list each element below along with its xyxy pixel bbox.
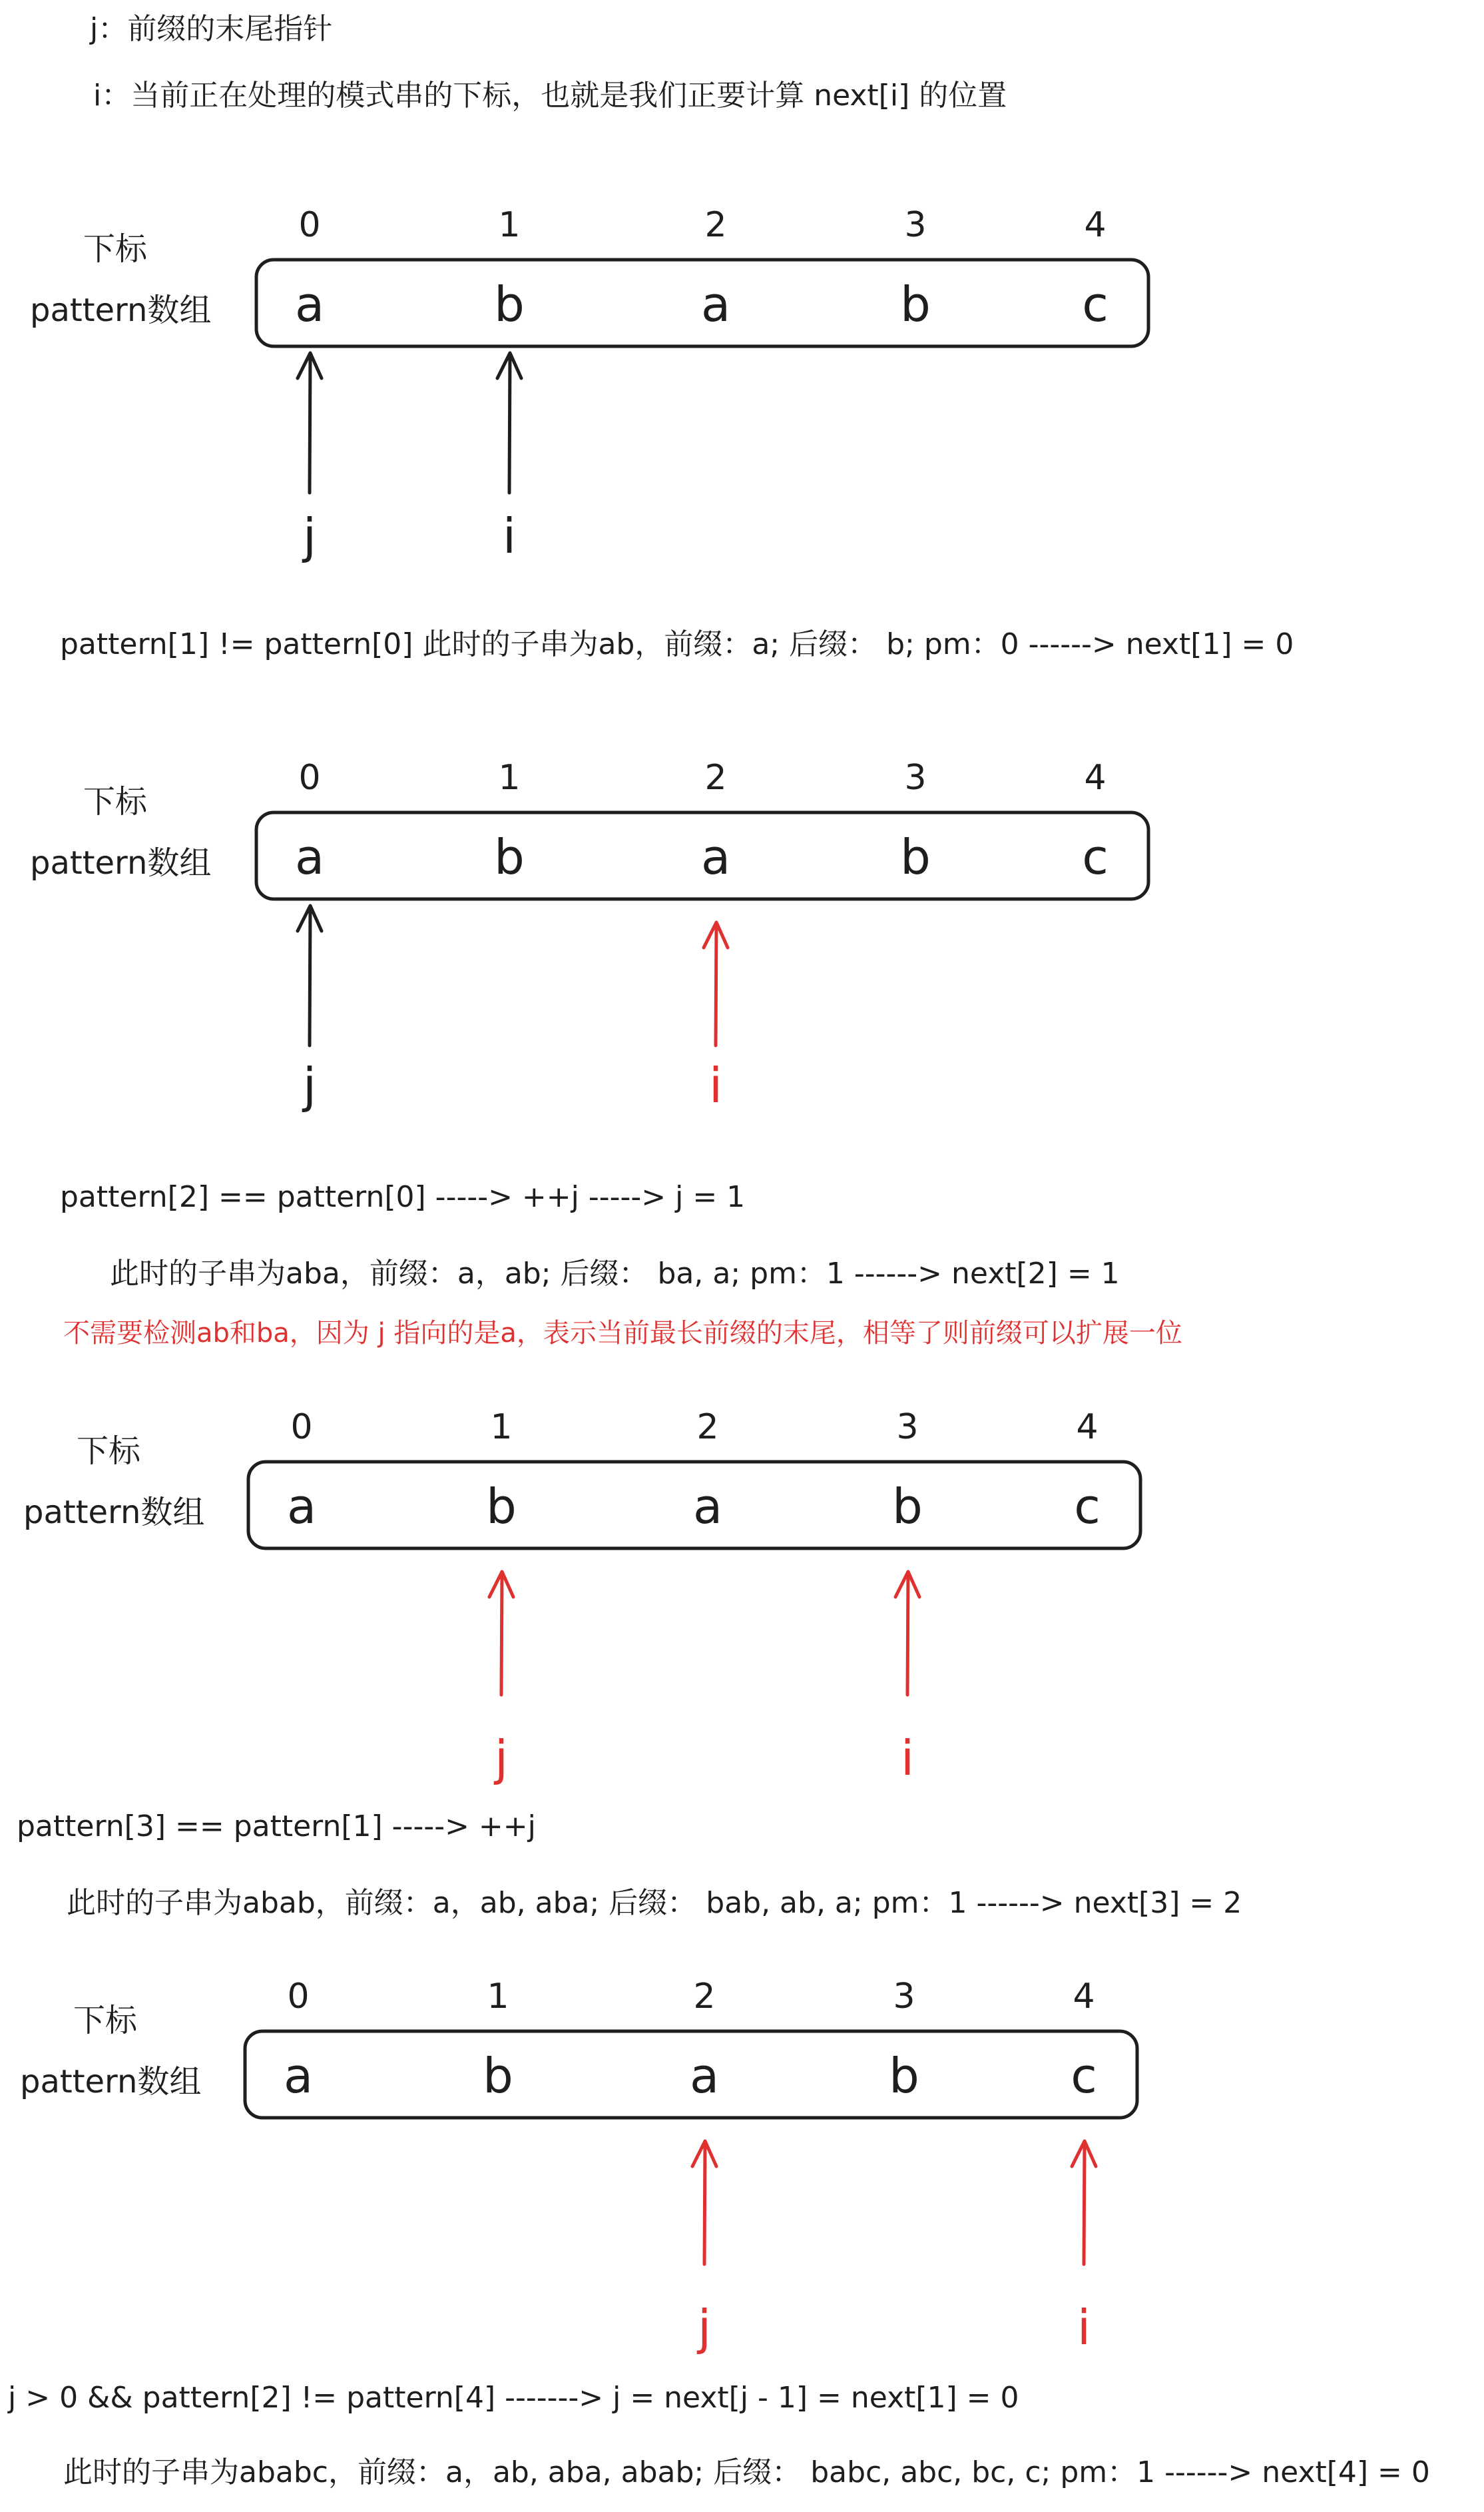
array-cell-2: a (700, 829, 731, 885)
step-3 (17, 1407, 1242, 1920)
array-cell-2: a (692, 1478, 723, 1534)
array-cell-1: b (494, 276, 525, 332)
i-pointer-arrow (704, 922, 728, 1046)
index-3: 3 (893, 1977, 915, 2017)
step-4-line-1: j > 0 && pattern[2] != pattern[4] -------> j = next[j - 1] = next[1] = 0 (8, 2381, 1019, 2415)
step-2-line-2: 此时的子串为aba，前缀：a，ab; 后缀： ba, a; pm：1 ------> next[2] = 1 (110, 1257, 1120, 1291)
legend-j-line: j：前缀的末尾指针 (90, 12, 333, 46)
index-2: 2 (693, 1977, 716, 2017)
index-2: 2 (704, 205, 727, 245)
index-2: 2 (704, 758, 727, 798)
array-name-label: pattern数组 (20, 2063, 202, 2100)
array-cell-3: b (889, 2048, 919, 2104)
index-4: 4 (1073, 1977, 1095, 2017)
step-1 (30, 205, 1294, 661)
array-name-label: pattern数组 (23, 1494, 205, 1531)
index-4: 4 (1076, 1407, 1099, 1447)
array-cell-4: c (1082, 829, 1109, 885)
i-pointer-arrow (497, 353, 521, 493)
i-pointer-label: i (900, 1730, 915, 1786)
j-pointer-arrow (489, 1572, 513, 1695)
index-1: 1 (487, 1977, 509, 2017)
index-3: 3 (904, 205, 927, 245)
index-1: 1 (490, 1407, 513, 1447)
index-label: 下标 (83, 230, 148, 268)
array-name-label: pattern数组 (30, 844, 212, 882)
step-1-line-1: pattern[1] != pattern[0] 此时的子串为ab，前缀：a; 后缀： b; pm：0 ------> next[1] = 0 (60, 627, 1294, 661)
array-cell-0: a (294, 276, 325, 332)
index-3: 3 (904, 758, 927, 798)
i-pointer-arrow (1072, 2141, 1096, 2264)
j-pointer-arrow (692, 2141, 716, 2264)
array-cell-2: a (700, 276, 731, 332)
index-4: 4 (1084, 205, 1107, 245)
step-3-line-1: pattern[3] == pattern[1] -----> ++j (17, 1809, 536, 1843)
index-4: 4 (1084, 758, 1107, 798)
j-pointer-arrow (298, 353, 322, 493)
step-2-line-1: pattern[2] == pattern[0] -----> ++j -----> j = 1 (60, 1180, 746, 1214)
array-cell-0: a (286, 1478, 317, 1534)
array-cell-1: b (483, 2048, 513, 2104)
step-4-line-2: 此时的子串为ababc，前缀：a，ab, aba, abab; 后缀： babc, abc, bc, c; pm：1 ------> next[4] = 0 (63, 2455, 1430, 2489)
index-1: 1 (498, 205, 521, 245)
array-cell-1: b (486, 1478, 517, 1534)
index-label: 下标 (73, 2002, 138, 2039)
array-cell-0: a (283, 2048, 314, 2104)
step-2-red-note: 不需要检测ab和ba，因为 j 指向的是a，表示当前最长前缀的末尾，相等了则前缀可以扩展一位 (63, 1318, 1182, 1349)
index-label: 下标 (77, 1432, 141, 1470)
j-pointer-label: j (697, 2300, 712, 2355)
j-pointer-label: j (302, 1058, 317, 1113)
j-pointer-arrow (298, 906, 322, 1046)
array-cell-3: b (900, 276, 931, 332)
j-pointer-label: j (494, 1730, 509, 1786)
i-pointer-label: i (502, 508, 517, 564)
array-cell-3: b (900, 829, 931, 885)
step-2 (30, 758, 1182, 1349)
index-0: 0 (290, 1407, 313, 1447)
array-cell-0: a (294, 829, 325, 885)
array-cell-1: b (494, 829, 525, 885)
step-3-line-2: 此时的子串为abab，前缀：a，ab, aba; 后缀： bab, ab, a; pm：1 ------> next[3] = 2 (67, 1886, 1242, 1920)
index-0: 0 (298, 205, 321, 245)
array-cell-2: a (689, 2048, 720, 2104)
array-cell-4: c (1074, 1478, 1101, 1534)
i-pointer-label: i (1077, 2300, 1091, 2355)
index-3: 3 (896, 1407, 919, 1447)
array-cell-3: b (892, 1478, 923, 1534)
step-4 (7, 1977, 1430, 2489)
legend-i-line: i：当前正在处理的模式串的下标，也就是我们正要计算 next[i] 的位置 (93, 79, 1007, 113)
array-cell-4: c (1082, 276, 1109, 332)
steps-group (7, 205, 1430, 2489)
index-label: 下标 (83, 783, 148, 820)
i-pointer-arrow (895, 1572, 919, 1695)
j-pointer-label: j (302, 508, 317, 564)
index-2: 2 (696, 1407, 719, 1447)
index-0: 0 (298, 758, 321, 798)
array-cell-4: c (1071, 2048, 1097, 2104)
i-pointer-label: i (708, 1058, 723, 1113)
array-name-label: pattern数组 (30, 292, 212, 329)
index-0: 0 (287, 1977, 310, 2017)
index-1: 1 (498, 758, 521, 798)
